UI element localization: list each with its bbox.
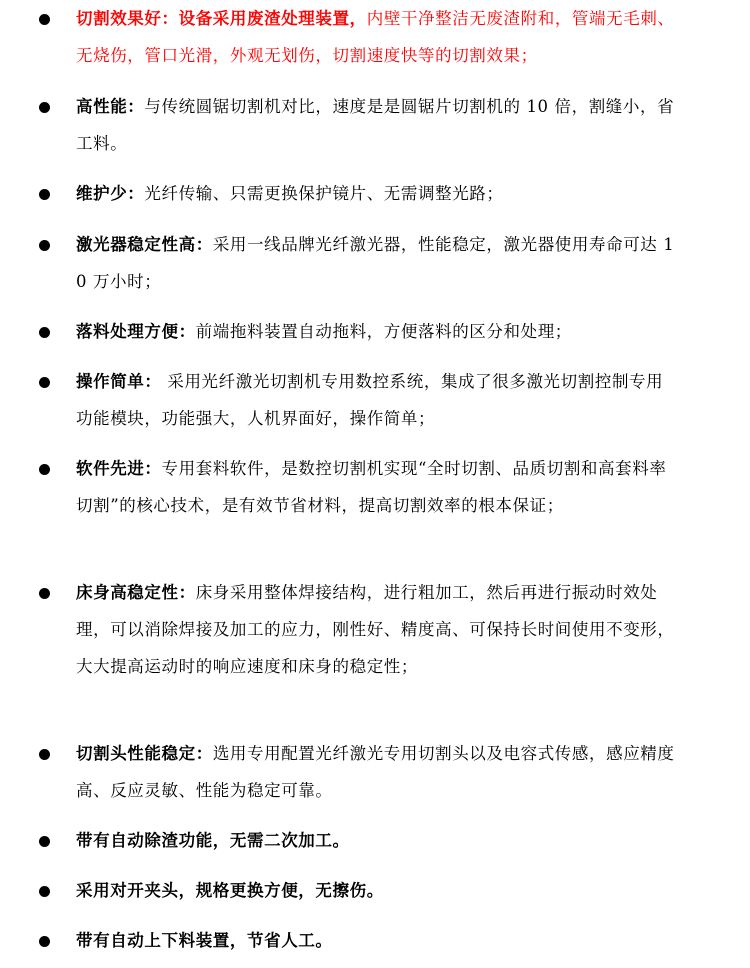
feature-title: 激光器稳定性高： (76, 235, 213, 254)
feature-title: 床身高稳定性： (76, 583, 196, 602)
bullet-icon (39, 886, 50, 897)
bullet-icon (39, 936, 50, 947)
feature-title: 切割头性能稳定： (76, 744, 213, 763)
feature-text (76, 450, 676, 524)
bullet-icon (39, 327, 50, 338)
feature-text (76, 0, 676, 74)
feature-body: 内壁干净整洁无废渣附和，管端无毛刺、无烧伤，管口光滑，外观无划伤，切割速度快等的切割效果； (76, 9, 675, 65)
feature-body: 与传统圆锯切割机对比，速度是是圆锯片切割机的 10 倍，割缝小，省工料。 (76, 97, 675, 153)
feature-body-bold: 设备采用废渣处理装置， (178, 9, 367, 28)
feature-text (76, 313, 676, 350)
feature-title: 操作简单： (76, 372, 162, 391)
feature-body: 专用套料软件，是数控切割机实现“全时切割、品质切割和高套料率切割”的核心技术，是有效节省材料，提高切割效率的根本保证； (76, 459, 667, 515)
feature-text (76, 88, 676, 162)
feature-title: 切割效果好： (76, 9, 179, 28)
feature-text (76, 822, 676, 859)
feature-body: 选用专用配置光纤激光专用切割头以及电容式传感，感应精度高、反应灵敏、性能为稳定可靠。 (76, 744, 675, 800)
feature-text (76, 363, 676, 437)
bullet-icon (39, 749, 50, 760)
feature-title: 带有自动除渣功能，无需二次加工。 (76, 831, 350, 850)
feature-body: 采用一线品牌光纤激光器，性能稳定，激光器使用寿命可达 10 万小时； (76, 235, 675, 291)
bullet-icon (39, 189, 50, 200)
bullet-icon (39, 464, 50, 475)
feature-body: 光纤传输、只需更换保护镜片、无需调整光路； (144, 184, 504, 203)
feature-text (76, 226, 676, 300)
feature-title: 带有自动上下料装置，节省人工。 (76, 931, 333, 950)
bullet-icon (39, 14, 50, 25)
feature-title: 维护少： (76, 184, 145, 203)
feature-title: 高性能： (76, 97, 145, 116)
feature-body: 床身采用整体焊接结构，进行粗加工，然后再进行振动时效处理，可以消除焊接及加工的应力，刚性好、精度高、可保持长时间使用不变形，大大提高运动时的响应速度和床身的稳定性； (76, 583, 675, 676)
bullet-icon (39, 836, 50, 847)
feature-title: 采用对开夹头，规格更换方便，无擦伤。 (76, 881, 384, 900)
feature-title: 落料处理方便： (76, 322, 196, 341)
bullet-icon (39, 102, 50, 113)
feature-text (76, 175, 676, 212)
bullet-icon (39, 377, 50, 388)
feature-body: 前端拖料装置自动拖料，方便落料的区分和处理； (195, 322, 572, 341)
feature-title: 软件先进： (76, 459, 162, 478)
bullet-icon (39, 588, 50, 599)
feature-text (76, 872, 676, 909)
feature-text (76, 735, 676, 809)
feature-body: 采用光纤激光切割机专用数控系统，集成了很多激光切割控制专用功能模块，功能强大，人机界面好，操作简单； (76, 372, 664, 428)
feature-text (76, 922, 676, 959)
feature-text (76, 574, 676, 685)
bullet-icon (39, 240, 50, 251)
